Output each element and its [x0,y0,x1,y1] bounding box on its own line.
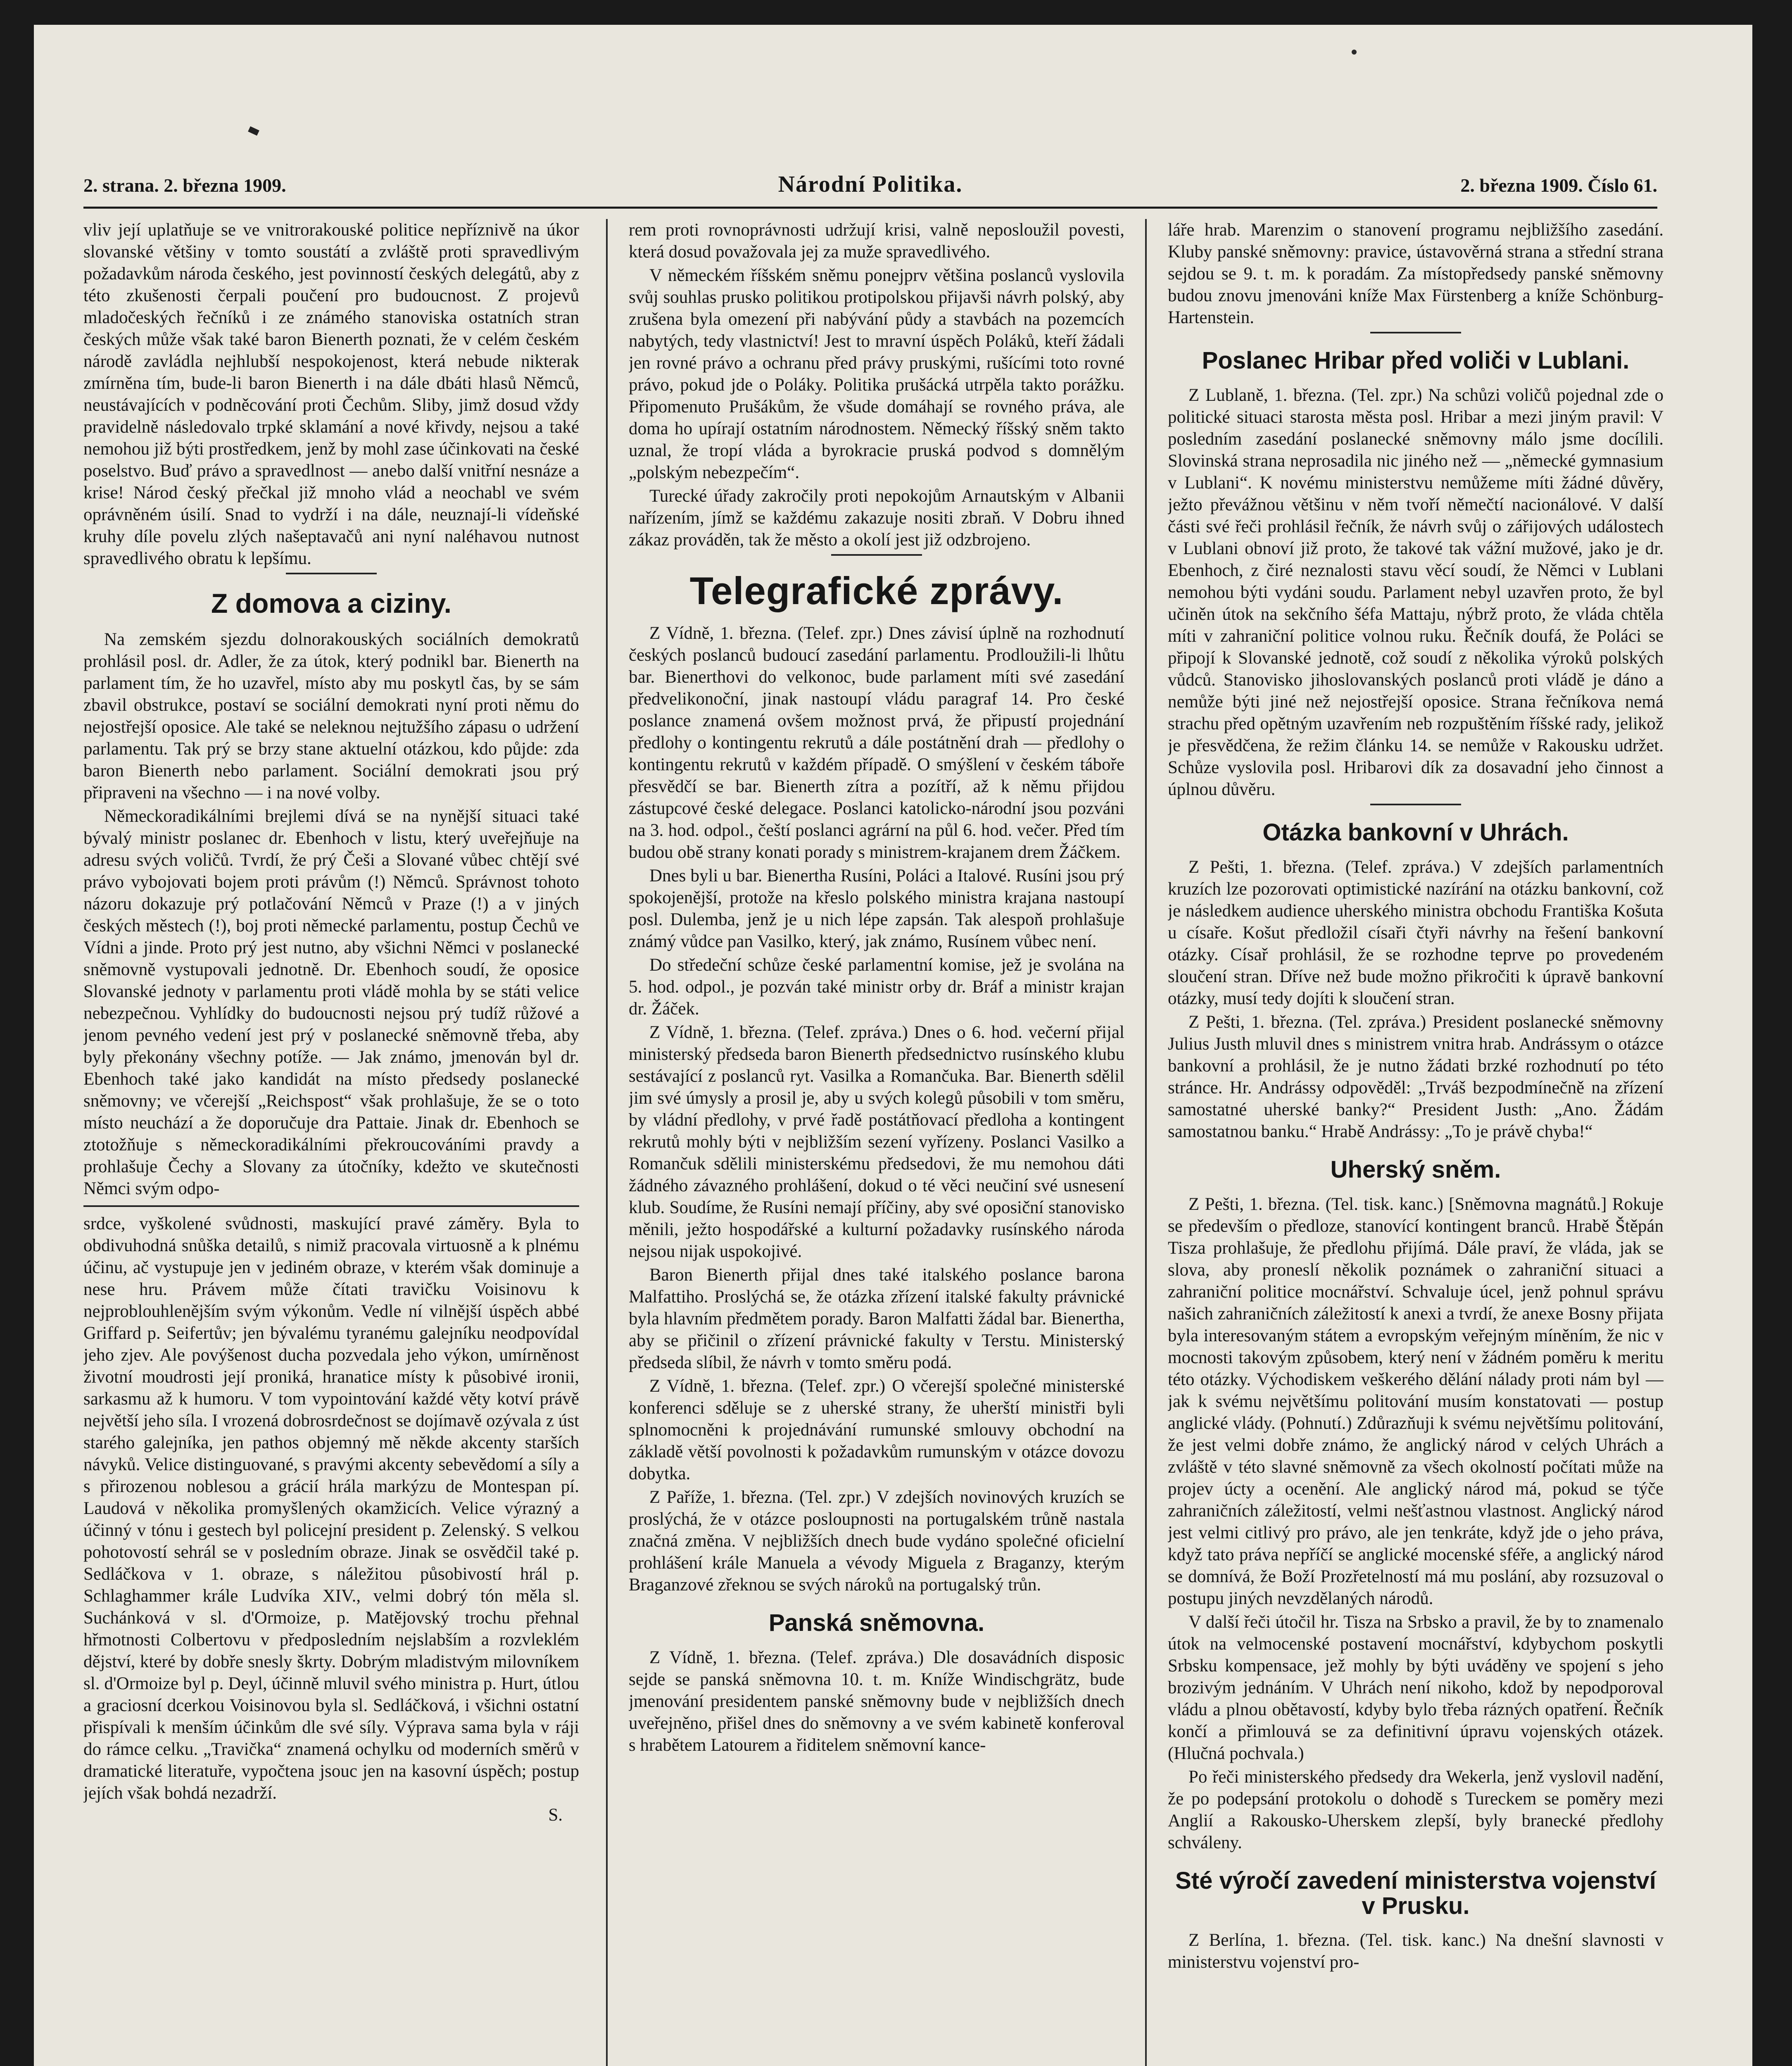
article-paragraph: Turecké úřady zakročily proti nepokojům Arnautským v Albanii nařízením, jímž se každému zakazuje nositi zbraň. V Dobru ihned zákaz prováděn, tak že město a okolí jest již odzbrojeno. [629,486,1124,550]
article-paragraph: Z Vídně, 1. března. (Telef. zpr.) O včerejší společné ministerské konferenci sděluje se z uherské strany, že uherští ministři byli splnomocněni k projednávání rumunské smlouvy obchodní na základě větší povolnosti k požadavkům rumunským v otázce dovozu dobytka. [629,1376,1124,1483]
article-paragraph: vliv její uplatňuje se ve vnitrorakouské politice nepříznivě na úkor slovanské většiny v tomto soustátí a zvláště proti spravedlivým požadavkům národa českého, jest povinností českých delegátů, aby z této zkušenosti čerpali poučení pro budoucnost. Z projevů mladočeských řečníků i ze známého stanoviska ostatních stran českých může však také baron Bienerth poznati, že v celém českém národě zavládla nejhlubší nespokojenost, která nebude nikterak zmírněna tím, bude-li baron Bienerth i na dále dbáti hlasů Němců, neustávajících v podněcování proti Čechům. Sliby, jimž dosud vždy pravidelně následovalo trpké sklamání a nové křivdy, nejsou a také nemohou již býti prostředkem, jenž by mohl zase účinkovati na české poselstvo. Buď právo a spravedlnost — anebo další vnitřní nesnáze a krise! Národ český přečkal již mnoho vlád a neochabl ve svém oprávněném úsilí. Snad to vydrží i na dále, neuznají-li vídeňské kruhy díle povelu zlých našeptavačů ani nyní naléhavou nutnost spravedlivého obratu k lepšímu. [83,220,579,568]
article-paragraph: Z Vídně, 1. března. (Telef. zpráva.) Dnes o 6. hod. večerní přijal ministerský předseda baron Bienerth předsednictvo rusínského klubu sestávající z poslanců ryt. Vasilka a Romančuka. Bar. Bienerth sdělil jim své úmysly a prosil je, aby u svých kolegů působili v tom směru, by vládní předlohy, v prvé řadě postátňovací předloha a kontingent rekrutů mohly býti v nejbližším sezení vyřízeny. Poslanci Vasilko a Romančuk sdělili ministerskému předsedovi, že mu nemohou dáti žádného závazného prohlášení, dokud o té věci neučiní své usnesení klub. Soudíme, že Rusíni nemají příčiny, aby své oposiční stanovisko měnili, ježto hospodářské a kulturní požadavky rusínského národa nejsou nijak uspokojivé. [629,1022,1124,1261]
section-heading: Telegrafické zprávy. [689,569,1064,612]
article-paragraph: Z Pešti, 1. března. (Tel. tisk. kanc.) [Sněmovna magnátů.] Rokuje se především o předloze, stanovící kontingent branců. Hrabě Štěpán Tisza prohlašuje, že předlohu přijímá. Dále praví, že vláda, jak se slova, aby proneslí několik poznámek o zahraniční situaci a zahraniční politice mocnářství. Schvaluje úcel, jenž pohnul správu našich zahraničních záležitostí k anexi a tvrdí, že anexe Bosny přijata byla interesovaným státem a evropským veřejným míněním, že nic v mocnosti takovým způsobem, který není v žádném poměru k meritu této otázky. Východiskem veškerého dělání nálady proti nám byl — jak k svému největšímu politování musím konstatovati — postup anglické vlády. (Pohnutí.) Zdůrazňuji k svému největšímu politování, že jest velmi dobře známo, že anglický národ v celých Uhrách a zvláště v této slavné sněmovně za všech okolností počítati může na projev úcty a ocenění. Ale anglický národ má, pokud se týče zahraničních záležitostí, velmi nešťastnou vlastnost. Anglický národ jest velmi citlivý pro právo, ale jen tenkráte, když jde o jeho práva, když tato práva nepříčí se anglické mocenské sféře, a anglický národ se domnívá, že Boží Prozřetelností má mu poslání, aby rozsuzoval o postupu jiných nevzdělaných národů. [1168,1194,1664,1608]
header-page-date: 2. strana. 2. března 1909. [83,175,286,196]
article-paragraph: Z Lublaně, 1. března. (Tel. zpr.) Na schůzi voličů pojednal zde o politické situaci starosta města posl. Hribar a mezi jiným pravil: V posledním zasedání poslanecké sněmovny málo jsme docílili. Slovinská strana neprosadila nic jiného než — „německé gymnasium v Lublani“. K novému ministerstvu nemůžeme míti žádné důvěry, ježto převážnou většinu v něm tvoří němečtí nacionálové. V další části své řeči prohlásil řečník, že návrh svůj o zářijových událostech v Lublani obnoví již proto, že takové tak vážní mužové, jako je dr. Ebenhoch, z čiré neznalosti stavu věcí soudí, že Němci v Lublani nemohou býti vydáni soudu. Parlament nebyl uzavřen proto, že byl učiněn útok na sekčního šéfa Mattaju, nýbrž proto, že vláda chtěla míti v zahraniční politice volnou ruku. Řečník doufá, že Poláci se připojí k Slovanské jednotě, což soudí z několika výroků polských vůdců. Stanovisko jihoslovanských poslanců proti vládě je dáno a nemůže býti jiné než nejostřejší oposice. Strana řečníkova nemá strachu před opětným uzavřením neb rozpuštěním říšské rady, jelikož je přesvědčena, že režim článku 14. se nemůže v Rakousku udržet. Schůze vyslovila posl. Hribarovi dík za dosavadní jeho činnost a úplnou důvěru. [1168,385,1664,799]
section-heading: Uherský sněm. [1330,1156,1501,1183]
article-paragraph: V německém říšském sněmu ponejprv většina poslanců vyslovila svůj souhlas prusko politikou protipolskou přijavši návrh polský, aby zrušena byla omezení při nabývání půdy a stavbách na pozemcích nabytých, tedy vlastnictví! Jest to mravní úspěch Poláků, kteří žádali jen rovné právo a ochranu před právy pruskými, rušícími toto rovné právo, pokud jde o Poláky. Politika prušácká utrpěla takto porážku. Připomenuto Prušákům, že všude domáhají se rovného práva, ale doma ho upírají ostatním národnostem. Německý říšský sněm takto uznal, že tropí vláda a byrokracie pruská podvod s domnělým „polským nebezpečím“. [629,266,1124,482]
header-issue-number: 2. března 1909. Číslo 61. [1460,175,1657,196]
column-rule [606,219,608,2066]
article-paragraph: Na zemském sjezdu dolnorakouských sociálních demokratů prohlásil posl. dr. Adler, že za útok, který podnikl bar. Bienerth na parlament tím, že ho uzavřel, místo aby mu poskytl čas, by se sám zbavil obstrukce, postaví se sociální demokrati nyní proti němu do nejostřejší oposice. Ale také se neleknou nejtužšího zápasu o udržení parlamentu. Tak prý se brzy stane aktuelní otázkou, kdo půjde: zda baron Bienerth nebo parlament. Sociální demokrati jsou prý připraveni na všechno — i na nové volby. [83,630,579,803]
ink-speck [248,126,259,136]
feuilleton-divider [83,1205,579,1207]
section-heading: Panská sněmovna. [768,1609,985,1636]
article-paragraph: Z Vídně, 1. března. (Telef. zpr.) Dnes závisí úplně na rozhodnutí českých poslanců budoucí zasedání parlamentu. Prodloužili-li lhůtu bar. Bienerthovi do velkonoc, bude parlament míti své zasedání předvelikonoční, jinak nastoupí vládu paragraf 14. Pro české poslance znamená ovšem možnost prvá, že připustí projednání předlohy o kontingentu rekrutů a dále postátnění drah — předlohy o kontingentu rekrutů v každém případě. O smýšlení v českém táboře přesvědčí se bar. Bienerth zítra a pozítří, až k němu přijdou zástupcové české delegace. Poslanci katolicko-národní jsou pozváni na 3. hod. odpol., čeští poslanci agrární na půl 6. hod. večer. Před tím budou obě strany konati porady s ministrem-krajanem drem Žáčkem. [629,623,1124,862]
column-1 [83,219,579,2066]
newspaper-page [34,25,1752,2066]
column-3 [1168,219,1664,2066]
section-divider [1370,332,1461,333]
masthead-title: Národní Politika. [778,171,963,197]
article-paragraph: Baron Bienerth přijal dnes také italského poslance barona Malfattiho. Proslýchá se, že otázka zřízení italské fakulty právnické byla hlavním předmětem porady. Baron Malfatti žádal bar. Bienertha, aby se přičinil o zřízení právnické fakulty v Terstu. Ministerský předseda slíbil, že návrh v tomto směru podá. [629,1265,1124,1372]
article-paragraph: Německoradikálními brejlemi dívá se na nynější situaci také bývalý ministr poslanec dr. Ebenhoch v listu, který uveřejňuje na adresu svých voličů. Tvrdí, že prý Češi a Slované vůbec chtějí své právo vybojovati bojem proti právům (!) Němců. Správnost tohoto názoru dokazuje prý potlačování Němců v Praze (!) a v jiných českých městech (!), boj proti německé parlamentu, postup Čechů ve Vídni a jinde. Proto prý jest nutno, aby všichni Němci v poslanecké sněmovně vystupovali jednotně. Dr. Ebenhoch soudí, že oposice Slovanské jednoty v parlamentu proti vládě mohla by se státi velice nebezpečnou. Vyhlídky do budoucnosti nejsou prý tudíž růžové a jenom pevného vedení jest prý v poslanecké sněmovně třeba, aby byly překonány všechny potíže. — Jak známo, jmenován byl dr. Ebenhoch také jako kandidát na místo předsedy poslanecké sněmovny; ve včerejší „Reichspost“ však prohlašuje, že se o toto místo neuchází a že doporučuje dra Pattaie. Jinak dr. Ebenhoch se ztotožňuje s německoradikálními překroucováními pravdy a prohlašuje Čechy a Slovany za útočníky, kdežto ve skutečnosti Němci svým odpo- [83,807,579,1199]
article-paragraph: Z Pešti, 1. března. (Telef. zpráva.) V zdejších parlamentních kruzích lze pozorovati optimistické nazírání na otázku bankovní, což je následkem audience uherského ministra obchodu Františka Košuta u císaře. Košut předložil císaři čtyři návrhy na řešení bankovní otázky. Císař prohlásil, že se rozhodne teprve po provedeném sloučení stran. Dříve než bude možno přikročiti k úpravě bankovní otázky, musí tedy dojíti k sloučení stran. [1168,857,1664,1008]
section-heading: Z domova a ciziny. [211,588,452,619]
section-divider [831,554,922,556]
article-paragraph: Dnes byli u bar. Bienertha Rusíni, Poláci a Italové. Rusíni jsou prý spokojenější, protože na křeslo polského ministra krajana nastoupí posl. Dulemba, jenž je u nich lépe zapsán. Tak alespoň prohlašuje známý vůdce pan Vasilko, který, jak známo, Rusínem vůbec není. [629,866,1124,951]
article-paragraph: Z Vídně, 1. března. (Telef. zpráva.) Dle dosavádních disposic sejde se panská sněmovna 10. t. m. Kníže Windischgrätz, bude jmenování presidentem panské sněmovny bude v nejbližších dnech uveřejněno, přišel dnes do sněmovny a ve svém kabinetě konferoval s hrabětem Latourem a řiditelem sněmovní kance- [629,1647,1124,1755]
section-divider [1370,804,1461,805]
ink-speck [1352,50,1357,55]
article-paragraph: Po řeči ministerského předsedy dra Wekerla, jenž vyslovil nadění, že po podepsání protokolu o dohodě s Tureckem se poměry mezi Anglií a Rakousko-Uherskem zlepší, byly branecké předlohy schváleny. [1168,1767,1664,1852]
article-paragraph: rem proti rovnoprávnosti udržují krisi, valně neposloužil povesti, která dosud považovala jej za muže spravedlivého. [629,220,1124,262]
article-paragraph: Z Paříže, 1. března. (Tel. zpr.) V zdejších novinových kruzích se proslýchá, že v otázce posloupnosti na portugalském trůně nastala značná změna. V nejbližších dnech bude vydáno společné oficielní prohlášení krále Manuela a vévody Miguela z Braganzy, kterým Braganzové zřeknou se svých nároků na portugalský trůn. [629,1487,1124,1595]
column-rule [1145,219,1147,2066]
section-heading: Otázka bankovní v Uhrách. [1262,819,1569,846]
article-paragraph: V další řeči útočil hr. Tisza na Srbsko a pravil, že by to znamenalo útok na velmocenské postavení mocnářství, kdybychom poskytli Srbsku kompensace, jež mohly by býti uváděny ve spojení s jeho brozivým jednáním. V Uhrách není nikoho, kdož by nepodporoval vládu a plnou obětavostí, kdyby bylo třeba rázných opatření. Řečník končí a přimlouvá se za definitivní úpravu vojenských otázek. (Hlučná pochvala.) [1168,1612,1664,1763]
section-divider [286,573,377,574]
feuilleton-signature: S. [548,1805,563,1825]
article-paragraph: Z Berlína, 1. března. (Tel. tisk. kanc.) Na dnešní slavnosti v ministerstvu vojenství pro- [1168,1930,1664,1972]
section-heading: Sté výročí zavedení ministerstva vojenství v Prusku. [1175,1867,1656,1919]
article-paragraph: Z Pešti, 1. března. (Tel. zpráva.) President poslanecké sněmovny Julius Justh mluvil dnes s ministrem vnitra hrab. Andrássym o otázce bankovní a prohlásil, že je nutno žádati brzké rozhodnutí po této stránce. Hr. Andrássy odpověděl: „Trváš bezpodmínečně na zřízení samostatné uherské banky?“ President Justh: „Ano. Žádám samostatnou banku.“ Hrabě Andrássy: „To je právě chyba!“ [1168,1012,1664,1141]
section-heading: Poslanec Hribar před voliči v Lublani. [1202,347,1630,374]
column-2 [629,219,1124,2066]
article-paragraph: Do středeční schůze české parlamentní komise, jež je svolána na 5. hod. odpol., je pozván také ministr orby dr. Bráf a ministr krajan dr. Žáček. [629,955,1124,1019]
article-paragraph: láře hrab. Marenzim o stanovení programu nejbližšího zasedání. Kluby panské sněmovny: pravice, ústavověrná strana a střední strana sejdou se 9. t. m. k poradám. Za místopředsedy panské sněmovny budou znovu jmenováni kníže Max Fürstenberg a kníže Schönburg-Hartenstein. [1168,220,1664,327]
feuilleton-paragraph: srdce, vyškolené svůdnosti, maskující pravé záměry. Byla to obdivuhodná snůška detailů, s nimiž pracovala virtuosně a k plnému účinu, ač vystupuje jen v jediném obraze, v kterém však dominuje a nese hru. Právem může čítati travičku Voisinovu k nejproblouhlenějším svým výkonům. Vedle ní vilnější úspěch abbé Griffard p. Seifertův; jen bývalému tyranému galejníku neodpovídal jeho zjev. Ale povýšenost ducha pozvedala jeho výkon, umírněnost životní moudrosti její proniká, hranatice místy k působivé ironii, sarkasmu až k humoru. V tom vypointování každé věty kotví právě největší jeho síla. I vrozená dobrosrdečnost se dojímavě ozývala z úst starého galejníka, jen pathos objemný mě někde akcenty starších návyků. Velice distinguované, s pravými akcenty sebevědomí a síly a s přirozenou noblesou a grácií hrála markýzu de Montespan pí. Laudová v několika promyšlených okamžicích. Velice výrazný a účinný v tónu i gestech byl policejní president p. Zelenský. S velkou pohotovostí sehrál se v posledním obraze. Jinak se osvědčil také p. Sedláčkova v 1. obraze, s náležitou působivostí hrál p. Schlaghammer krále Ludvíka XIV., velmi dobrý tón měla sl. Suchánková v sl. d'Ormoize, p. Matějovský trochu přehnal hřmotnosti Colbertovu v předposledním nejslabším a rozvleklém dějství, které by dobře snesly škrty. Dobrým mladistvým milovníkem sl. d'Ormoize byl p. Deyl, účinně mluvil svého ministra p. Hurt, útlou a graciosní dcerkou Voisinovou byla sl. Sedláčková, i všichni ostatní přispívali k menším účinkům dle své síly. Výprava sama byla v ráji do rámce celku. „Travička“ znamená ochylku od moderních směrů v dramatické literatuře, vypočtena jsouc jen na kasovní úspěch; postup jejích však bohdá nezadrží. [83,1214,579,1803]
page-header [83,165,1657,209]
